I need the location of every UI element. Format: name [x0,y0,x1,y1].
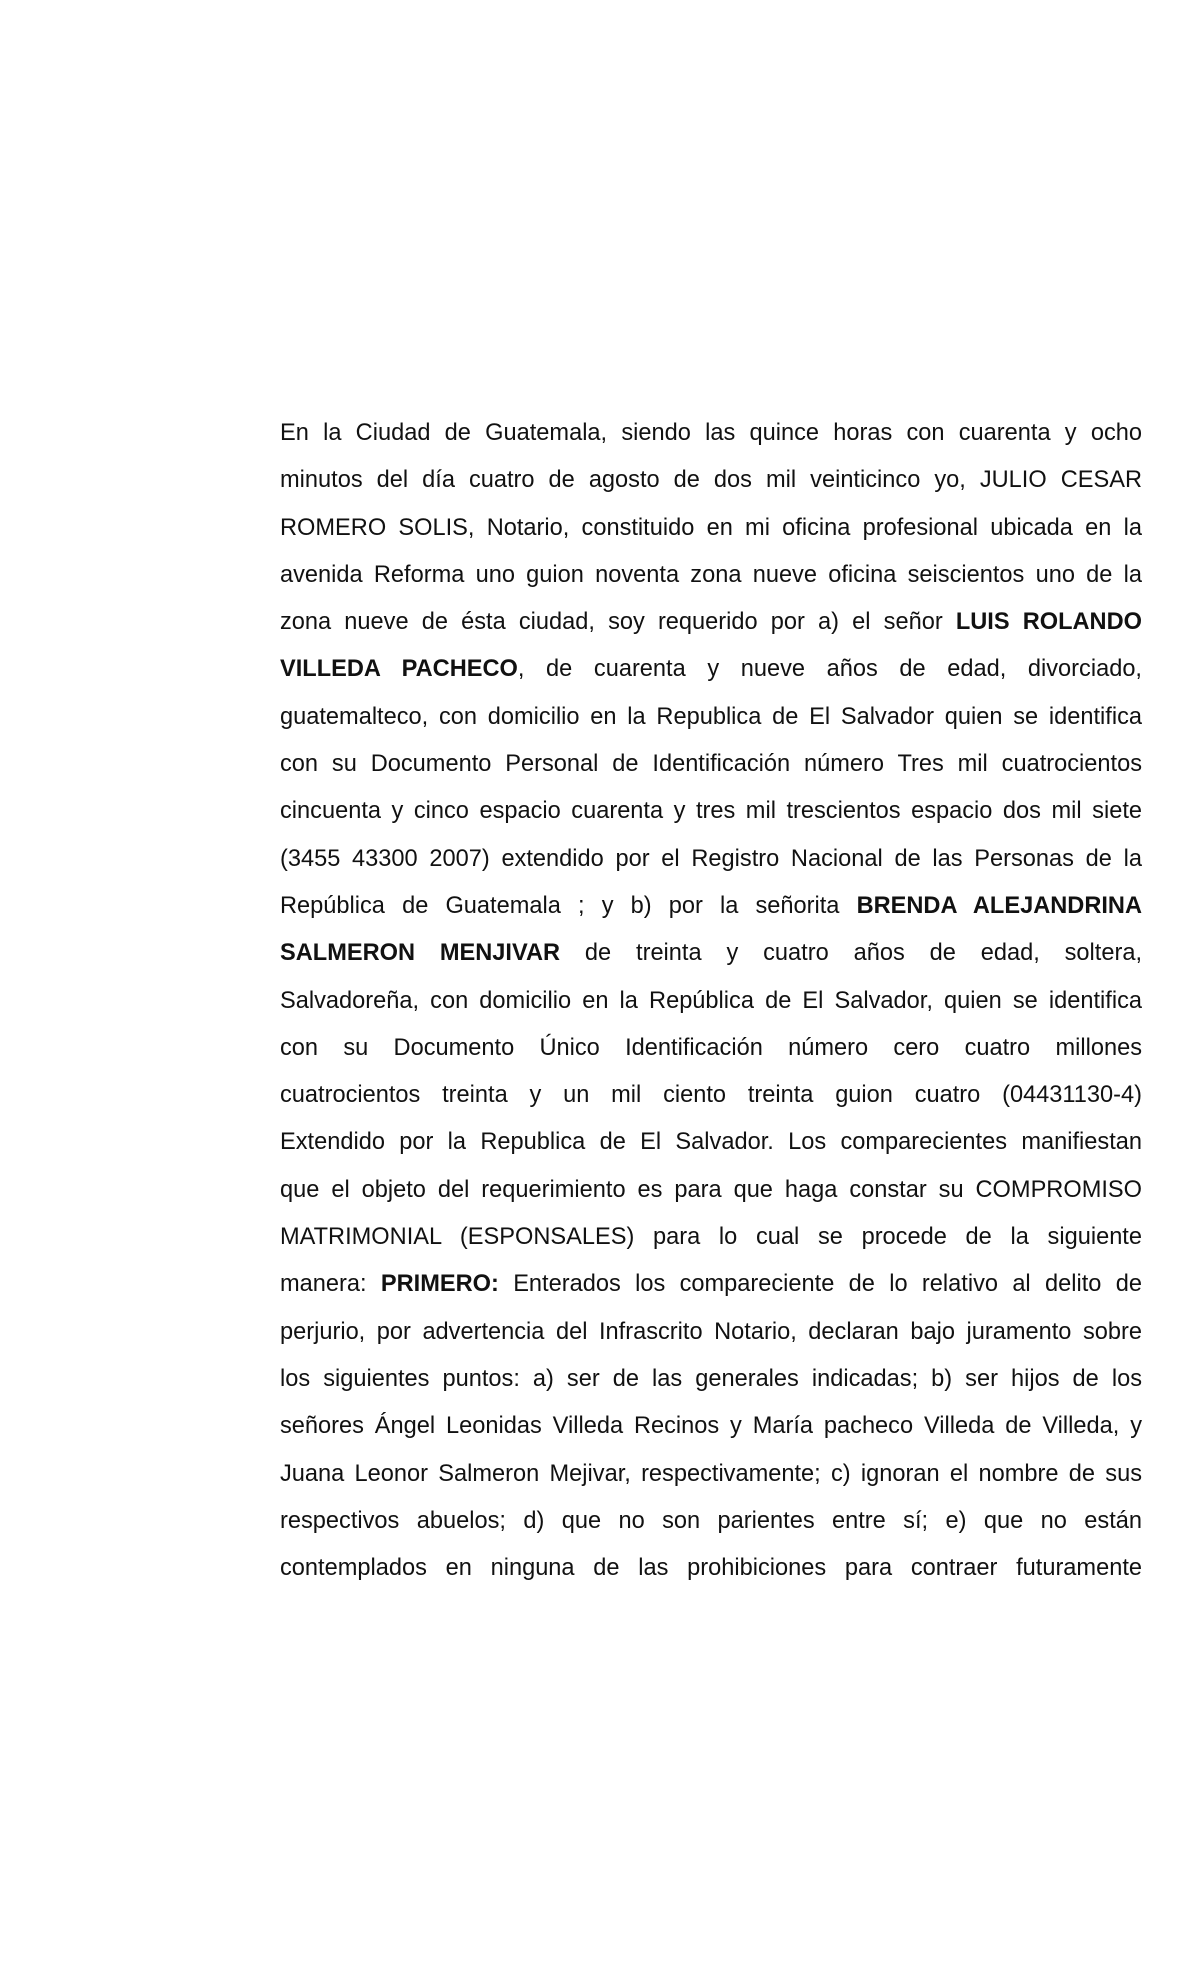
text-line [280,1167,1142,1214]
text-line [280,694,1142,741]
text-segment: los siguientes puntos: a) ser de las generales indicadas; b) ser hijos de los [280,1365,1142,1392]
text-line [280,1451,1142,1498]
text-line [280,1261,1142,1308]
bold-text-segment: SALMERON MENJIVAR [280,940,561,967]
text-line [280,1403,1142,1450]
text-line [280,788,1142,835]
text-segment: guatemalteco, con domicilio en la Republica de El Salvador quien se identifica [280,703,1142,730]
text-line [280,457,1142,504]
text-segment: Enterados los compareciente de lo relativo al delito de [498,1271,1142,1298]
text-segment: perjurio, por advertencia del Infrascrito Notario, declaran bajo juramento sobre [280,1318,1142,1345]
text-segment: cincuenta y cinco espacio cuarenta y tres mil trescientos espacio dos mil siete [280,798,1142,825]
text-line [280,599,1142,646]
text-segment: manera: [280,1271,381,1298]
text-segment: República de Guatemala ; y b) por la señorita [280,892,857,919]
bold-text-segment: BRENDA ALEJANDRINA [856,892,1142,919]
text-line [280,836,1142,883]
text-line [280,978,1142,1025]
text-line [280,883,1142,930]
bold-text-segment: PRIMERO: [380,1271,499,1298]
text-segment: minutos del día cuatro de agosto de dos mil veinticinco yo, JULIO CESAR [280,467,1142,494]
text-segment: Salvadoreña, con domicilio en la República de El Salvador, quien se identifica [280,987,1142,1014]
text-segment: con su Documento Único Identificación número cero cuatro millones [280,1034,1142,1061]
text-segment: , de cuarenta y nueve años de edad, divorciado, [517,656,1142,683]
text-segment: cuatrocientos treinta y un mil ciento treinta guion cuatro (04431130-4) [280,1082,1142,1109]
text-segment: ROMERO SOLIS, Notario, constituido en mi oficina profesional ubicada en la [280,514,1142,541]
text-segment: zona nueve de ésta ciudad, soy requerido por a) el señor [280,609,956,636]
text-line [280,646,1142,693]
text-segment: respectivos abuelos; d) que no son parientes entre sí; e) que no están [280,1507,1142,1534]
text-line [280,410,1142,457]
text-line [280,1025,1142,1072]
text-line [280,1072,1142,1119]
bold-text-segment: VILLEDA PACHECO [280,656,518,683]
text-segment: contemplados en ninguna de las prohibiciones para contraer futuramente [280,1555,1142,1582]
text-segment: señores Ángel Leonidas Villeda Recinos y María pacheco Villeda de Villeda, y [280,1413,1142,1440]
text-segment: Juana Leonor Salmeron Mejivar, respectivamente; c) ignoran el nombre de sus [280,1460,1142,1487]
text-segment: (3455 43300 2007) extendido por el Registro Nacional de las Personas de la [280,845,1142,872]
text-line [280,1498,1142,1545]
text-segment: avenida Reforma uno guion noventa zona nueve oficina seiscientos uno de la [280,561,1142,588]
bold-text-segment: LUIS ROLANDO [955,609,1142,636]
text-segment: Extendido por la Republica de El Salvador. Los comparecientes manifiestan [280,1129,1142,1156]
text-line [280,1356,1142,1403]
text-line [280,1545,1142,1592]
text-segment: que el objeto del requerimiento es para que haga constar su COMPROMISO [280,1176,1142,1203]
document-body [280,410,1142,1592]
text-line [280,552,1142,599]
text-line [280,741,1142,788]
text-segment: En la Ciudad de Guatemala, siendo las quince horas con cuarenta y ocho [280,420,1142,446]
text-segment: con su Documento Personal de Identificación número Tres mil cuatrocientos [280,751,1142,778]
text-line [280,1214,1142,1261]
text-line [280,1309,1142,1356]
text-line [280,930,1142,977]
text-segment: MATRIMONIAL (ESPONSALES) para lo cual se procede de la siguiente [280,1224,1142,1251]
text-line [280,1119,1142,1166]
text-line [280,505,1142,552]
text-segment: de treinta y cuatro años de edad, soltera, [560,940,1142,967]
